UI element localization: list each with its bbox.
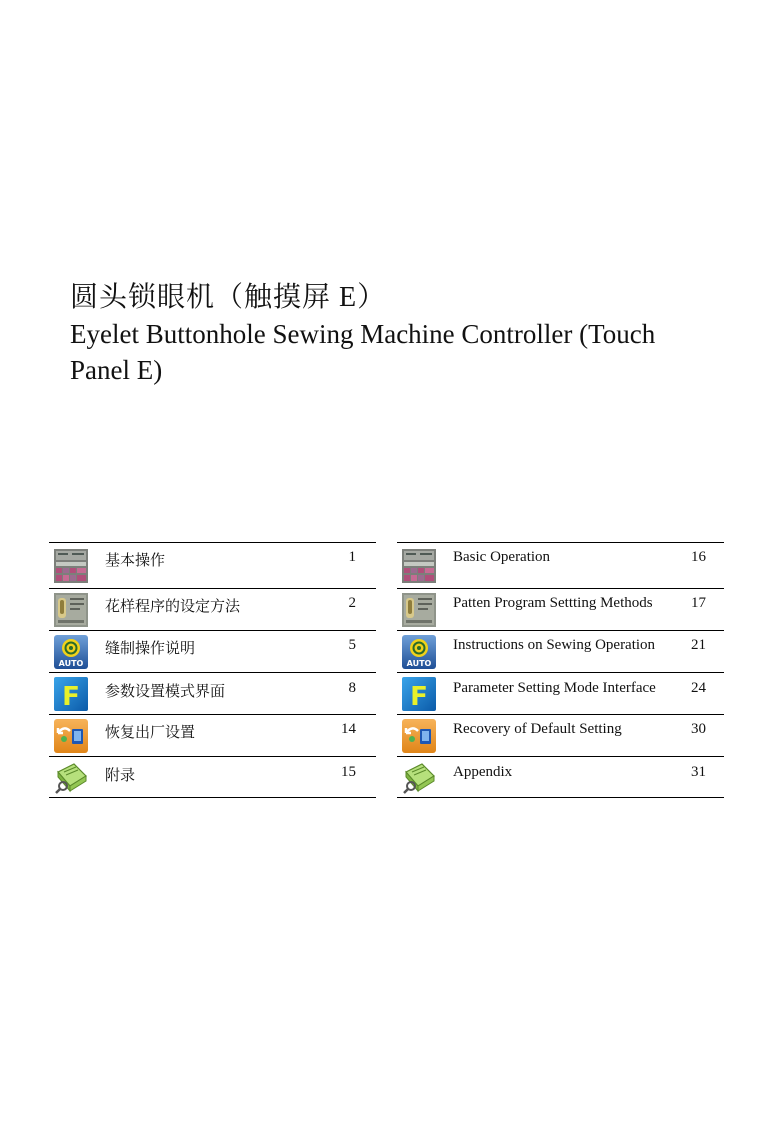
toc-item-basic-operation-cn[interactable]	[49, 543, 376, 589]
toc-item-label: 附录	[105, 768, 136, 784]
toc-item-sewing-instructions-cn[interactable]	[49, 631, 376, 673]
toc-item-pattern-program-cn[interactable]	[49, 589, 376, 631]
table-of-contents-chinese	[49, 542, 376, 798]
parameter-f-icon	[54, 677, 88, 711]
toc-item-pattern-program-en[interactable]	[397, 589, 724, 631]
appendix-book-icon	[402, 760, 436, 794]
toc-item-page-number: 15	[341, 764, 356, 780]
toc-item-label: Parameter Setting Mode Interface	[453, 680, 656, 696]
toc-item-page-number: 8	[348, 680, 356, 696]
pattern-program-icon	[54, 593, 88, 627]
toc-item-page-number: 5	[348, 637, 356, 653]
toc-item-page-number: 30	[691, 721, 706, 737]
toc-item-label: 恢复出厂设置	[105, 725, 196, 741]
toc-item-parameter-setting-cn[interactable]	[49, 673, 376, 715]
auto-sewing-icon	[402, 635, 436, 669]
toc-item-page-number: 31	[691, 764, 706, 780]
toc-item-page-number: 2	[348, 595, 356, 611]
toc-item-label: Basic Operation	[453, 549, 551, 565]
default-recovery-icon	[54, 719, 88, 753]
toc-item-label: 缝制操作说明	[105, 641, 196, 657]
toc-item-page-number: 17	[691, 595, 706, 611]
document-title-english: Eyelet Buttonhole Sewing Machine Controller (Touch Panel E)	[70, 319, 656, 385]
toc-item-page-number: 16	[691, 549, 706, 565]
toc-item-label: Instructions on Sewing Operation	[453, 637, 656, 653]
document-title-chinese: 圆头锁眼机（触摸屏 E）	[70, 282, 387, 313]
toc-item-page-number: 21	[691, 637, 706, 653]
pattern-program-icon	[402, 593, 436, 627]
toc-item-basic-operation-en[interactable]	[397, 543, 724, 589]
toc-item-label: 参数设置模式界面	[105, 684, 226, 700]
table-of-contents-english	[397, 542, 724, 798]
toc-item-page-number: 14	[341, 721, 356, 737]
toc-item-default-recovery-cn[interactable]	[49, 715, 376, 757]
toc-item-page-number: 1	[348, 549, 356, 565]
default-recovery-icon	[402, 719, 436, 753]
toc-item-label: 基本操作	[105, 553, 166, 569]
toc-item-sewing-instructions-en[interactable]	[397, 631, 724, 673]
appendix-book-icon	[54, 760, 88, 794]
auto-icon-text: AUTO	[406, 659, 432, 668]
toc-item-default-recovery-en[interactable]	[397, 715, 724, 757]
parameter-f-icon	[402, 677, 436, 711]
toc-item-label: Recovery of Default Setting	[453, 721, 622, 737]
basic-operation-icon	[402, 549, 436, 583]
auto-sewing-icon	[54, 635, 88, 669]
toc-item-label: 花样程序的设定方法	[105, 599, 241, 615]
toc-item-appendix-en[interactable]	[397, 757, 724, 798]
basic-operation-icon	[54, 549, 88, 583]
f-icon-text: F	[410, 682, 428, 711]
document-title-block	[70, 280, 710, 388]
toc-item-label: Appendix	[453, 764, 513, 780]
toc-item-parameter-setting-en[interactable]	[397, 673, 724, 715]
toc-item-label: Patten Program Settting Methods	[453, 595, 653, 611]
f-icon-text: F	[62, 682, 80, 711]
toc-item-appendix-cn[interactable]	[49, 757, 376, 798]
auto-icon-text: AUTO	[58, 659, 84, 668]
toc-item-page-number: 24	[691, 680, 706, 696]
